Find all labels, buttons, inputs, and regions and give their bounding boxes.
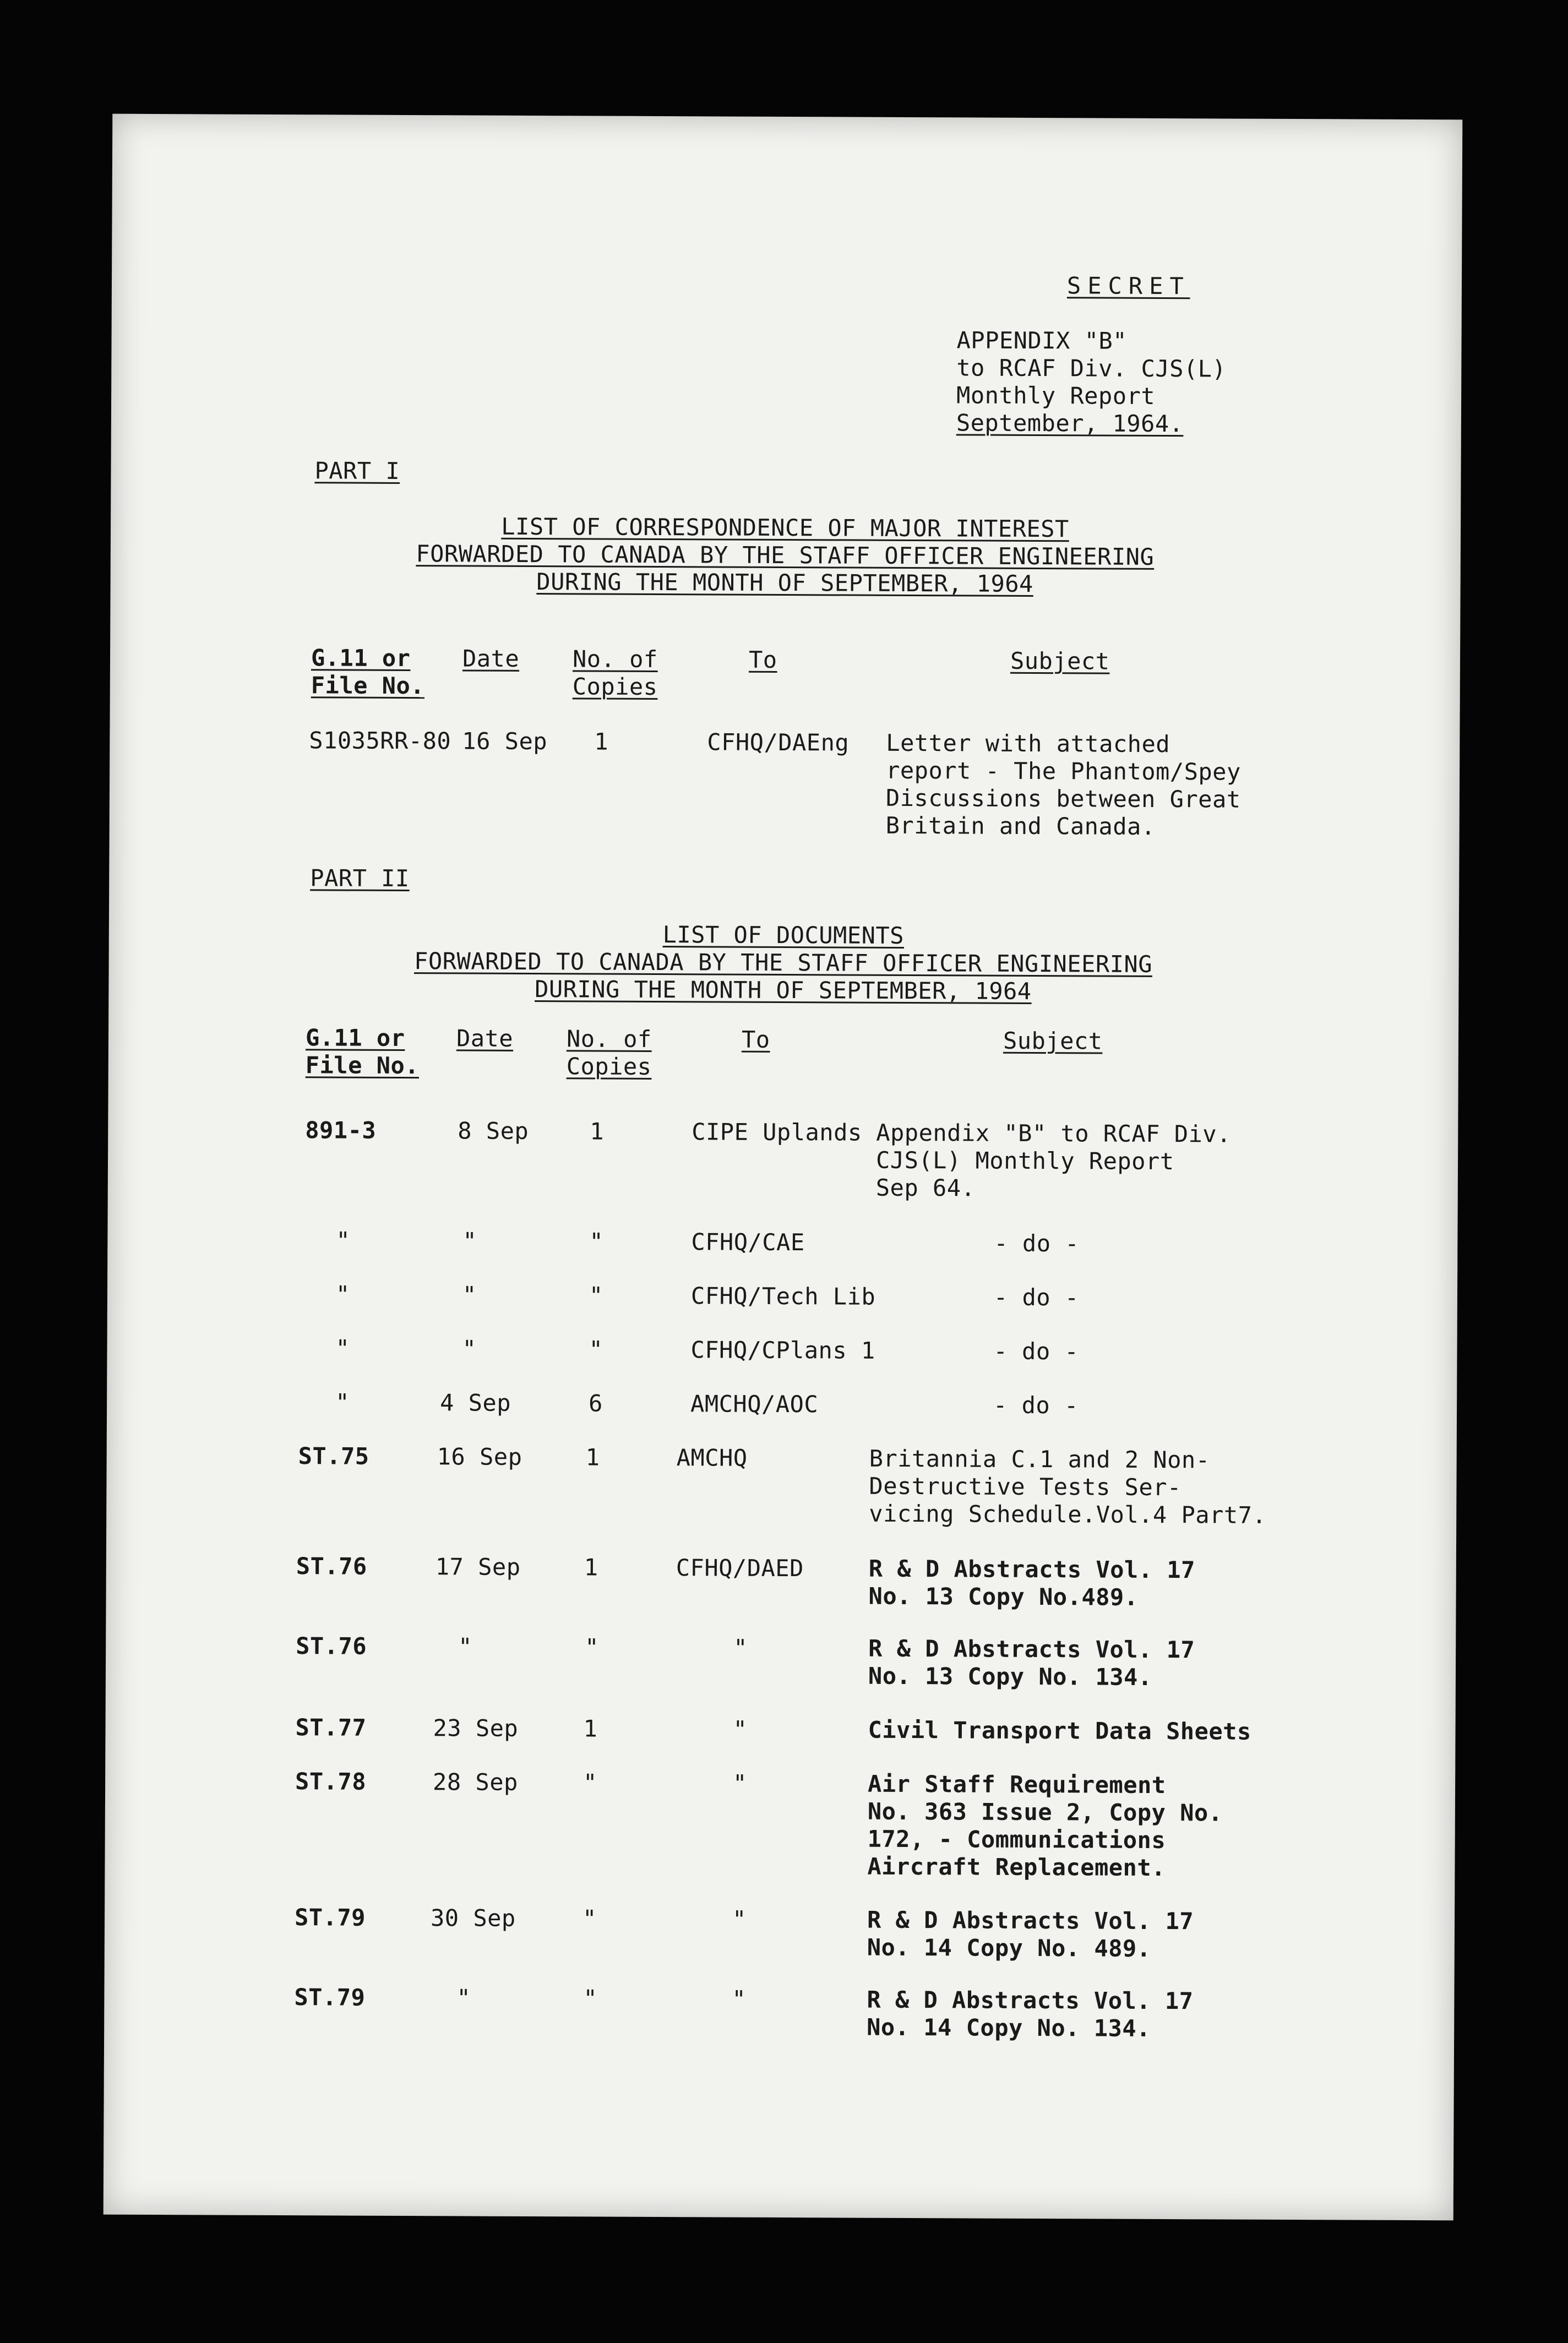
- appendix-line-4: September, 1964.: [956, 409, 1184, 438]
- p2-row-3-date: ": [462, 1281, 477, 1309]
- p1-row-1-copies: 1: [594, 728, 609, 755]
- p2-row-7-file: ST.76: [296, 1552, 367, 1580]
- p2-row-2-subject: - do -: [994, 1229, 1080, 1257]
- p2-row-10-date: 28 Sep: [433, 1768, 518, 1796]
- p2-row-11-copies: ": [582, 1905, 597, 1932]
- p2-row-12-subject: R & D Abstracts Vol. 17 No. 14 Copy No. 134.: [867, 1986, 1194, 2042]
- p2-row-5-to: AMCHQ/AOC: [690, 1390, 819, 1418]
- p2-row-4-subject: - do -: [993, 1337, 1079, 1365]
- p2-row-1-to: CIPE Uplands: [692, 1118, 862, 1146]
- appendix-line-3: Monthly Report: [956, 382, 1156, 410]
- p2-row-8-date: ": [458, 1633, 473, 1660]
- p2-row-12-date: ": [456, 1984, 471, 2012]
- p1-col-date: Date: [462, 645, 520, 672]
- p2-row-2-copies: ": [589, 1228, 604, 1255]
- p2-row-9-file: ST.77: [295, 1714, 367, 1741]
- p2-row-1-subject: Appendix "B" to RCAF Div. CJS(L) Monthly Report Sep 64.: [875, 1119, 1232, 1202]
- p2-row-4-to: CFHQ/CPlans 1: [690, 1336, 875, 1364]
- p2-row-9-subject: Civil Transport Data Sheets: [868, 1716, 1251, 1745]
- part-1-heading-3: DURING THE MONTH OF SEPTEMBER, 1964: [536, 568, 1033, 597]
- p2-row-6-copies: 1: [585, 1443, 600, 1471]
- p1-row-1-to: CFHQ/DAEng: [707, 728, 850, 756]
- p2-row-8-file: ST.76: [296, 1632, 367, 1660]
- p1-row-1-file: S1035RR-80: [309, 727, 451, 755]
- p2-row-4-copies: ": [589, 1336, 603, 1363]
- p2-row-2-date: ": [462, 1227, 477, 1255]
- p1-col-subject: Subject: [1010, 647, 1110, 675]
- p2-row-5-subject: - do -: [993, 1391, 1079, 1419]
- part-2-heading-3: DURING THE MONTH OF SEPTEMBER, 1964: [535, 976, 1032, 1005]
- p2-row-5-file: ": [335, 1388, 350, 1416]
- p2-row-1-copies: 1: [590, 1118, 605, 1145]
- classification-marking: SECRET: [1066, 272, 1190, 300]
- part-1-label: PART I: [314, 457, 400, 484]
- p2-row-7-subject: R & D Abstracts Vol. 17 No. 13 Copy No.489.: [868, 1555, 1196, 1611]
- part-2-heading-2: FORWARDED TO CANADA BY THE STAFF OFFICER ENGINEERING: [414, 947, 1153, 978]
- p2-row-6-to: AMCHQ: [676, 1444, 748, 1472]
- p2-row-6-date: 16 Sep: [437, 1443, 522, 1470]
- p2-row-4-date: ": [462, 1335, 477, 1363]
- p2-row-8-to: ": [733, 1634, 748, 1661]
- p2-row-11-to: ": [732, 1905, 747, 1933]
- p2-row-2-file: ": [336, 1227, 351, 1254]
- p2-row-10-to: ": [733, 1769, 748, 1797]
- p2-row-2-to: CFHQ/CAE: [691, 1228, 805, 1256]
- part-2-heading-1: LIST OF DOCUMENTS: [662, 921, 905, 949]
- p2-row-12-to: ": [732, 1985, 747, 2013]
- p2-row-7-to: CFHQ/DAED: [676, 1554, 804, 1582]
- p2-row-7-copies: 1: [584, 1554, 598, 1581]
- p2-row-3-subject: - do -: [993, 1283, 1079, 1311]
- p2-row-11-file: ST.79: [294, 1904, 366, 1931]
- p2-row-5-date: 4 Sep: [440, 1389, 511, 1416]
- p2-col-date: Date: [456, 1025, 514, 1052]
- p2-row-1-file: 891-3: [305, 1116, 377, 1144]
- p2-row-10-subject: Air Staff Requirement No. 363 Issue 2, Copy No. 172, - Communications Aircraft Replacement.: [867, 1770, 1223, 1882]
- p2-row-4-file: ": [335, 1334, 350, 1362]
- p2-row-6-file: ST.75: [298, 1442, 369, 1470]
- p2-col-to: To: [741, 1026, 770, 1053]
- p2-row-5-copies: 6: [589, 1390, 603, 1417]
- p2-row-12-copies: ": [583, 1985, 598, 2012]
- document-page: [104, 114, 1463, 2221]
- p1-row-1-date: 16 Sep: [462, 727, 548, 755]
- p2-row-8-copies: ": [585, 1633, 600, 1661]
- p2-row-8-subject: R & D Abstracts Vol. 17 No. 13 Copy No. 134.: [868, 1634, 1195, 1691]
- p1-row-1-subject: Letter with attached report - The Phantom/Spey Discussions between Great Britain and Canada.: [885, 729, 1241, 840]
- p2-row-12-file: ST.79: [294, 1984, 366, 2011]
- p2-col-copies: No. of Copies: [566, 1025, 652, 1080]
- p2-row-11-subject: R & D Abstracts Vol. 17 No. 14 Copy No. 489.: [867, 1906, 1194, 1962]
- p2-col-subject: Subject: [1003, 1027, 1103, 1055]
- p2-row-11-date: 30 Sep: [430, 1904, 516, 1932]
- p2-row-9-date: 23 Sep: [433, 1714, 519, 1742]
- p1-col-to: To: [748, 646, 777, 673]
- p2-col-file: G.11 or File No.: [305, 1024, 420, 1080]
- p2-row-10-file: ST.78: [295, 1768, 367, 1795]
- part-1-heading-1: LIST OF CORRESPONDENCE OF MAJOR INTEREST: [501, 513, 1069, 543]
- p2-row-10-copies: ": [583, 1769, 598, 1796]
- p2-row-3-to: CFHQ/Tech Lib: [690, 1282, 876, 1310]
- p2-row-9-to: ": [733, 1715, 748, 1743]
- p2-row-6-subject: Britannia C.1 and 2 Non- Destructive Tests Ser- vicing Schedule.Vol.4 Part7.: [869, 1445, 1267, 1529]
- part-1-heading-2: FORWARDED TO CANADA BY THE STAFF OFFICER ENGINEERING: [416, 540, 1155, 570]
- appendix-line-2: to RCAF Div. CJS(L): [956, 354, 1227, 383]
- appendix-line-1: APPENDIX "B": [956, 326, 1128, 355]
- p2-row-7-date: 17 Sep: [435, 1553, 521, 1581]
- p2-row-3-copies: ": [589, 1282, 603, 1309]
- p1-col-copies: No. of Copies: [572, 645, 658, 700]
- p2-row-1-date: 8 Sep: [458, 1117, 529, 1145]
- part-2-label: PART II: [310, 864, 410, 892]
- p2-row-9-copies: 1: [583, 1715, 598, 1742]
- p2-row-3-file: ": [335, 1281, 350, 1308]
- p1-col-file: G.11 or File No.: [311, 644, 425, 700]
